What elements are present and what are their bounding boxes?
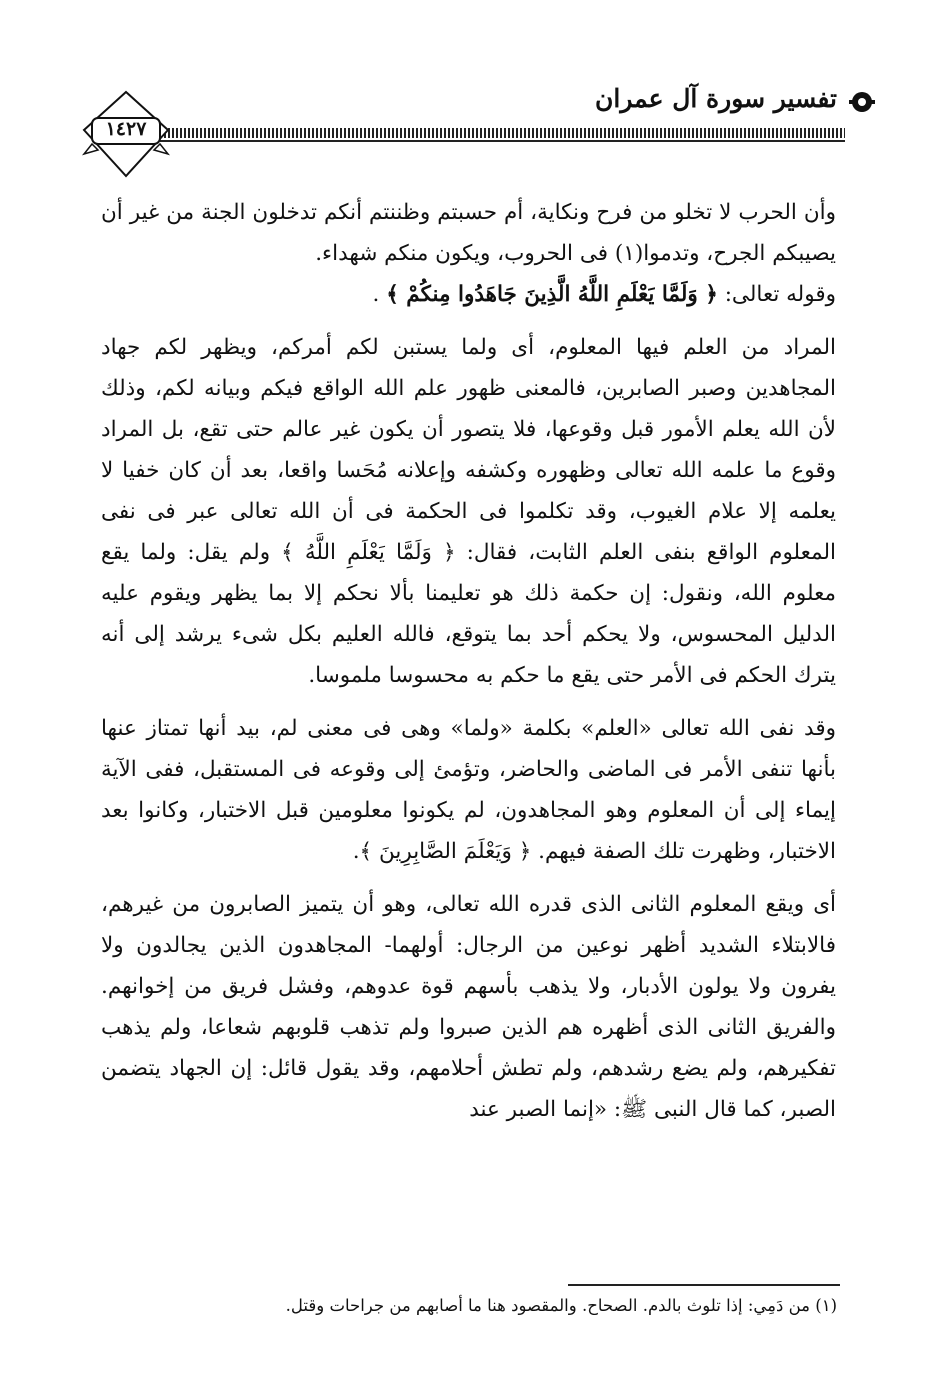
header-rule	[160, 128, 845, 138]
verse-line	[101, 274, 836, 315]
running-header-title: تفسير سورة آل عمران	[595, 84, 837, 113]
footnote: (١) من دَمِي: إذا تلوث بالدم. الصحاح. والمقصود هنا ما أصابهم من جراحات وقتل.	[285, 1296, 837, 1315]
verse-intro: وقوله تعالى:	[724, 282, 836, 307]
main-text	[101, 192, 836, 1130]
verse-end: .	[372, 282, 380, 307]
page-number: ١٤٢٧	[105, 118, 147, 140]
paragraph-4: أى ويقع المعلوم الثانى الذى قدره الله تعالى، وهو أن يتميز الصابرون من غيرهم، فالابتلاء الشديد أظهر نوعين من الرجال: أولهما- المجاهدون الذين يجالدون ولا يفرون ولا يولون الأدبار، ولا يذهب بأسهم قوة عدوهم، وفشل فريق من إخوانهم. والفريق الثانى الذى أظهره هم الذين صبروا ولم تذهب قلوبهم شعاعا، ولم يذهب تفكيرهم، ولم يضع رشدهم، ولم تطش أحلامهم، وقد يقول قائل: إن الجهاد يتضمن الصبر، كما قال النبى ﷺ: «إنما الصبر عند	[101, 892, 836, 1122]
paragraph-3: وقد نفى الله تعالى «العلم» بكلمة «ولما» وهى فى معنى لم، بيد أنها تمتاز عنها بأنها تنفى الأمر فى الماضى والحاضر، وتؤمئ إلى وقوعه فى المستقبل، ففى الآية إيماء إلى أن المعلوم وهو المجاهدون، لم يكونوا معلومين قبل الاختبار، وكانوا بعد الاختبار، وظهرت تلك الصفة فيهم. ﴿ وَيَعْلَمَ الصَّابِرِينَ ﴾.	[101, 716, 836, 864]
quran-verse: ﴿ وَلَمَّا يَعْلَمِ اللَّهُ الَّذِينَ جَاهَدُوا مِنكُمْ ﴾	[386, 282, 718, 307]
paragraph-1: وأن الحرب لا تخلو من فرح ونكاية، أم حسبتم وظننتم أنكم تدخلون الجنة من غير أن يصيبكم الجرح، وتدموا(١) فى الحروب، ويكون منكم شهداء.	[101, 200, 836, 266]
footnote-rule	[568, 1284, 840, 1286]
header-ornament-icon	[849, 90, 875, 114]
paragraph-2: المراد من العلم فيها المعلوم، أى ولما يستبن لكم أمركم، ويظهر لكم جهاد المجاهدين وصبر الصابرين، فالمعنى ظهور علم الله الواقع فيكم وبيانه لكم، وذلك لأن الله يعلم الأمور قبل وقوعها، فلا يتصور أن يكون غير عالم حتى تقع، بل المراد وقوع ما علمه الله تعالى وظهوره وكشفه وإعلانه مُحَسا واقعا، بعد أن كان خفيا لا يعلمه إلا علام الغيوب، وقد تكلموا فى الحكمة فى أن الله تعالى عبر فى نفى المعلوم الواقع بنفى العلم الثابت، فقال: ﴿ وَلَمَّا يَعْلَمِ اللَّهُ ﴾ ولم يقل: ولما يقع معلوم الله، ونقول: إن حكمة ذلك هو تعليمنا بألا نحكم إلا بما يظهر ويقوم عليه الدليل المحسوس، ولا يحكم أحد بما يتوقع، فالله العليم بكل شىء يرشد إلى أنه يترك الحكم فى الأمر حتى يقع ما حكم به محسوسا ملموسا.	[101, 335, 836, 688]
header-rule-line	[160, 140, 845, 142]
